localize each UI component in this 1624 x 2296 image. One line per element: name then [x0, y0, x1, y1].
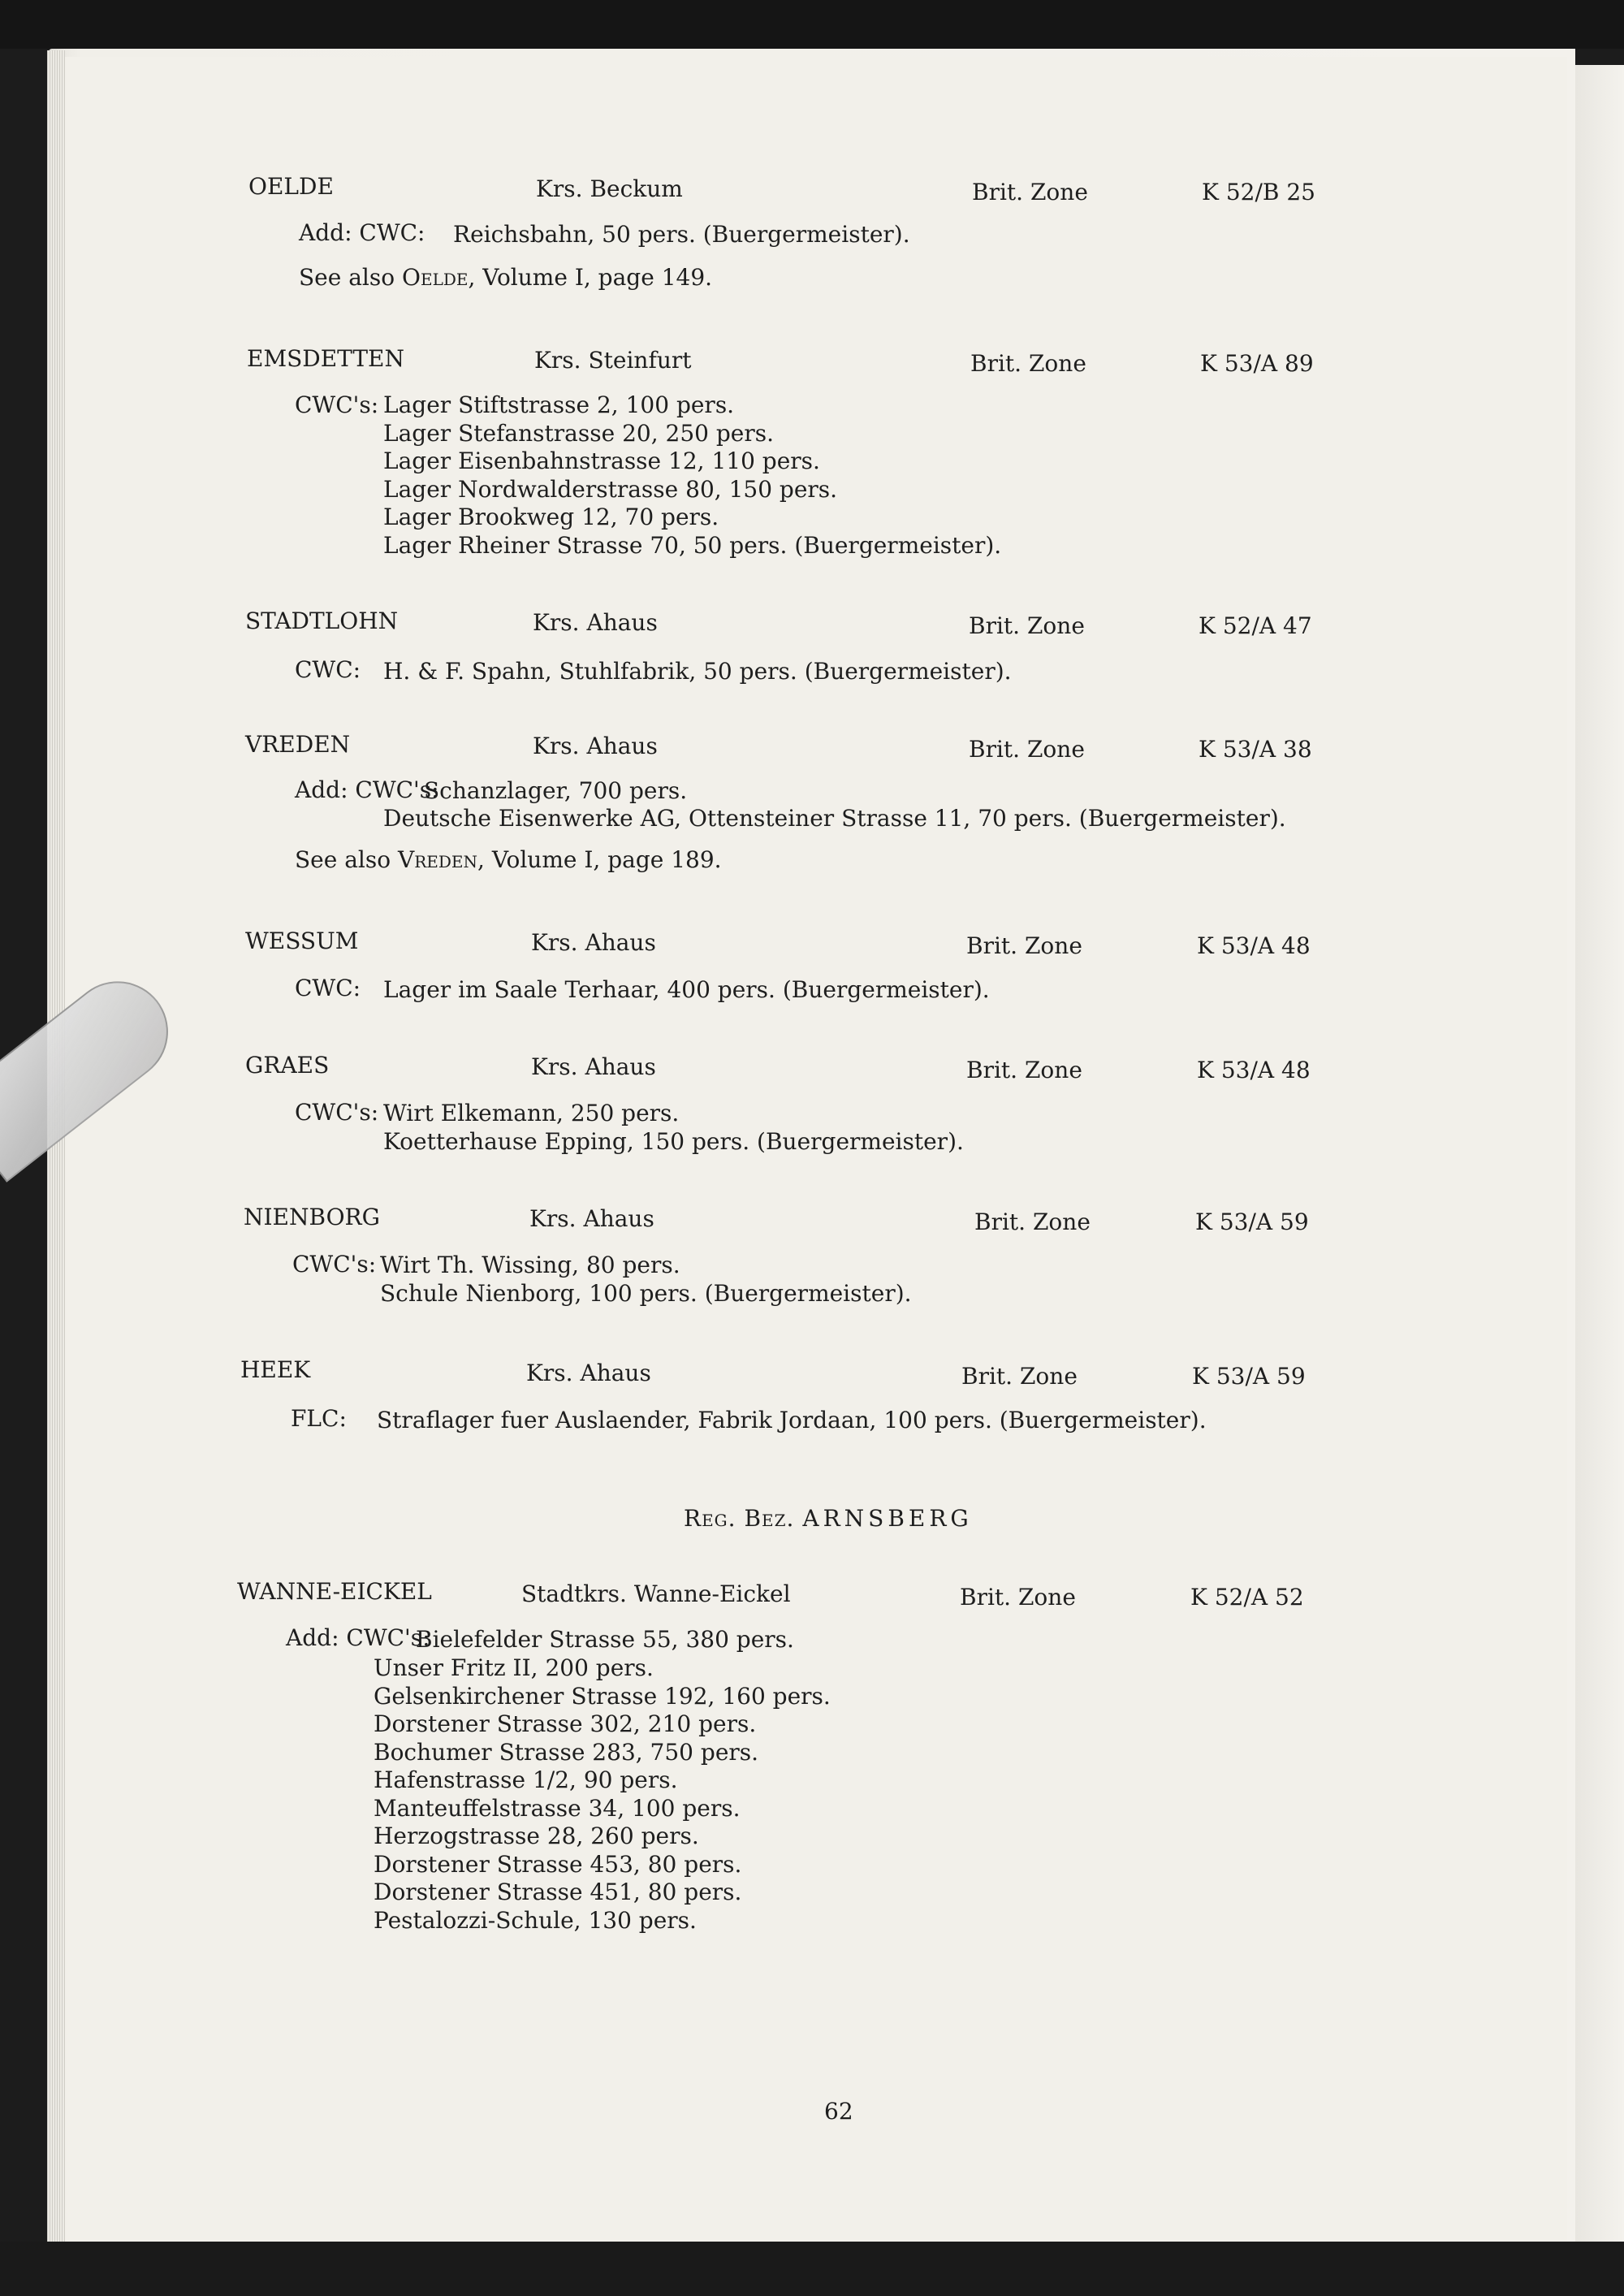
entry-prefix: CWC's: [295, 391, 379, 418]
zone: Brit. Zone [970, 350, 1086, 377]
entry-line: Lager Rheiner Strasse 70, 50 pers. (Buergermeister). [383, 531, 1002, 559]
district: Krs. Ahaus [531, 1053, 656, 1080]
entry-line: Herzogstrasse 28, 260 pers. [374, 1823, 699, 1849]
book-page [65, 57, 1567, 2242]
entry-line: Schanzlager, 700 pers. [424, 777, 688, 804]
district: Krs. Ahaus [531, 929, 656, 956]
entry-lines [374, 1654, 831, 1935]
section-heading-name: ARNSBERG [802, 1505, 973, 1532]
entry-lines [424, 776, 687, 805]
zone: Brit. Zone [969, 612, 1085, 639]
see-also-prefix: See also [299, 264, 395, 291]
entry-prefix: Add: CWC: [299, 219, 425, 246]
map-reference: K 52/B 25 [1202, 179, 1315, 205]
entry-line: Lager Brookweg 12, 70 pers. [383, 504, 719, 530]
entry-line: Pestalozzi-Schule, 130 pers. [374, 1906, 697, 1934]
see-also-prefix: See also [295, 846, 391, 873]
see-also-suffix: , Volume I, page 189. [477, 846, 722, 873]
entry-lines [383, 1099, 964, 1156]
district: Krs. Beckum [536, 175, 683, 202]
entry-line: Bielefelder Strasse 55, 380 pers. [416, 1626, 794, 1653]
entry-line: Lager Stiftstrasse 2, 100 pers. [383, 391, 735, 418]
place-name: VREDEN [245, 731, 351, 758]
facing-page-edge [1571, 65, 1624, 2290]
entry-line: Lager Stefanstrasse 20, 250 pers. [383, 419, 774, 447]
map-reference: K 53/A 38 [1199, 736, 1312, 763]
zone: Brit. Zone [974, 1209, 1091, 1235]
map-reference: K 53/A 89 [1200, 350, 1314, 377]
entry-line: Dorstener Strasse 453, 80 pers. [374, 1850, 742, 1878]
entry-line: Wirt Elkemann, 250 pers. [383, 1100, 680, 1126]
entry-prefix: FLC: [291, 1405, 347, 1432]
map-reference: K 53/A 59 [1192, 1363, 1306, 1390]
entry-line: Koetterhause Epping, 150 pers. (Buergermeister). [383, 1128, 964, 1155]
place-name: STADTLOHN [245, 608, 399, 634]
entry-line: Unser Fritz II, 200 pers. [374, 1654, 654, 1681]
entry-lines [380, 1251, 912, 1308]
entry-prefix: CWC: [295, 975, 361, 1001]
map-reference: K 52/A 52 [1190, 1584, 1304, 1611]
zone: Brit. Zone [966, 1057, 1082, 1083]
entry-line: Lager Nordwalderstrasse 80, 150 pers. [383, 475, 838, 503]
district: Krs. Steinfurt [534, 347, 692, 374]
district: Krs. Ahaus [533, 733, 658, 759]
place-name: WESSUM [245, 927, 359, 954]
entry-line: Lager im Saale Terhaar, 400 pers. (Buergermeister). [383, 976, 990, 1003]
map-reference: K 53/A 48 [1197, 932, 1311, 959]
entry-line: Wirt Th. Wissing, 80 pers. [380, 1252, 680, 1278]
scanner-background-bottom [0, 2242, 1624, 2296]
see-also-name: Vreden [398, 846, 478, 873]
place-name: EMSDETTEN [247, 345, 404, 372]
place-name: OELDE [248, 173, 334, 200]
scanner-background-top [0, 0, 1624, 49]
entry-line: Dorstener Strasse 451, 80 pers. [374, 1879, 742, 1905]
entry-prefix: CWC's: [292, 1251, 377, 1278]
entry-line: Reichsbahn, 50 pers. (Buergermeister). [453, 221, 910, 248]
section-heading-prefix: Reg. Bez. [684, 1505, 795, 1532]
entry-line: Lager Eisenbahnstrasse 12, 110 pers. [383, 448, 820, 474]
district: Krs. Ahaus [526, 1360, 651, 1386]
map-reference: K 53/A 59 [1195, 1209, 1309, 1235]
zone: Brit. Zone [960, 1584, 1076, 1611]
district: Krs. Ahaus [533, 609, 658, 636]
map-reference: K 53/A 48 [1197, 1057, 1311, 1083]
zone: Brit. Zone [966, 932, 1082, 959]
entry-prefix: CWC: [295, 656, 361, 683]
entry-line: Deutsche Eisenwerke AG, Ottensteiner Strasse 11, 70 pers. (Buergermeister). [383, 805, 1286, 832]
see-also-name: Oelde [402, 264, 469, 291]
district: Krs. Ahaus [529, 1205, 654, 1232]
place-name: GRAES [245, 1052, 330, 1079]
zone: Brit. Zone [961, 1363, 1078, 1390]
see-also [299, 264, 712, 292]
see-also [295, 846, 722, 874]
entry-prefix: Add: CWC's: [295, 776, 439, 803]
entry-lines [383, 391, 1001, 560]
entry-line: Dorstener Strasse 302, 210 pers. [374, 1710, 757, 1737]
place-name: NIENBORG [244, 1204, 380, 1230]
entry-line: Hafenstrasse 1/2, 90 pers. [374, 1766, 678, 1793]
entry-line: Schule Nienborg, 100 pers. (Buergermeister). [380, 1280, 912, 1307]
entry-line: H. & F. Spahn, Stuhlfabrik, 50 pers. (Buergermeister). [383, 658, 1012, 685]
zone: Brit. Zone [969, 736, 1085, 763]
page-number: 62 [824, 2098, 853, 2125]
entry-line: Bochumer Strasse 283, 750 pers. [374, 1738, 759, 1766]
district: Stadtkrs. Wanne-Eickel [521, 1580, 791, 1607]
place-name: HEEK [240, 1356, 311, 1383]
entry-line: Straflager fuer Auslaender, Fabrik Jordaan, 100 pers. (Buergermeister). [377, 1407, 1207, 1433]
map-reference: K 52/A 47 [1199, 612, 1312, 639]
place-name: WANNE-EICKEL [237, 1578, 432, 1605]
zone: Brit. Zone [972, 179, 1088, 205]
entry-prefix: CWC's: [295, 1099, 379, 1126]
entry-line: Gelsenkirchener Strasse 192, 160 pers. [374, 1682, 831, 1710]
entry-prefix: Add: CWC's: [286, 1624, 430, 1651]
section-heading [684, 1505, 973, 1533]
entry-line: Manteuffelstrasse 34, 100 pers. [374, 1794, 741, 1822]
see-also-suffix: , Volume I, page 149. [468, 264, 713, 291]
